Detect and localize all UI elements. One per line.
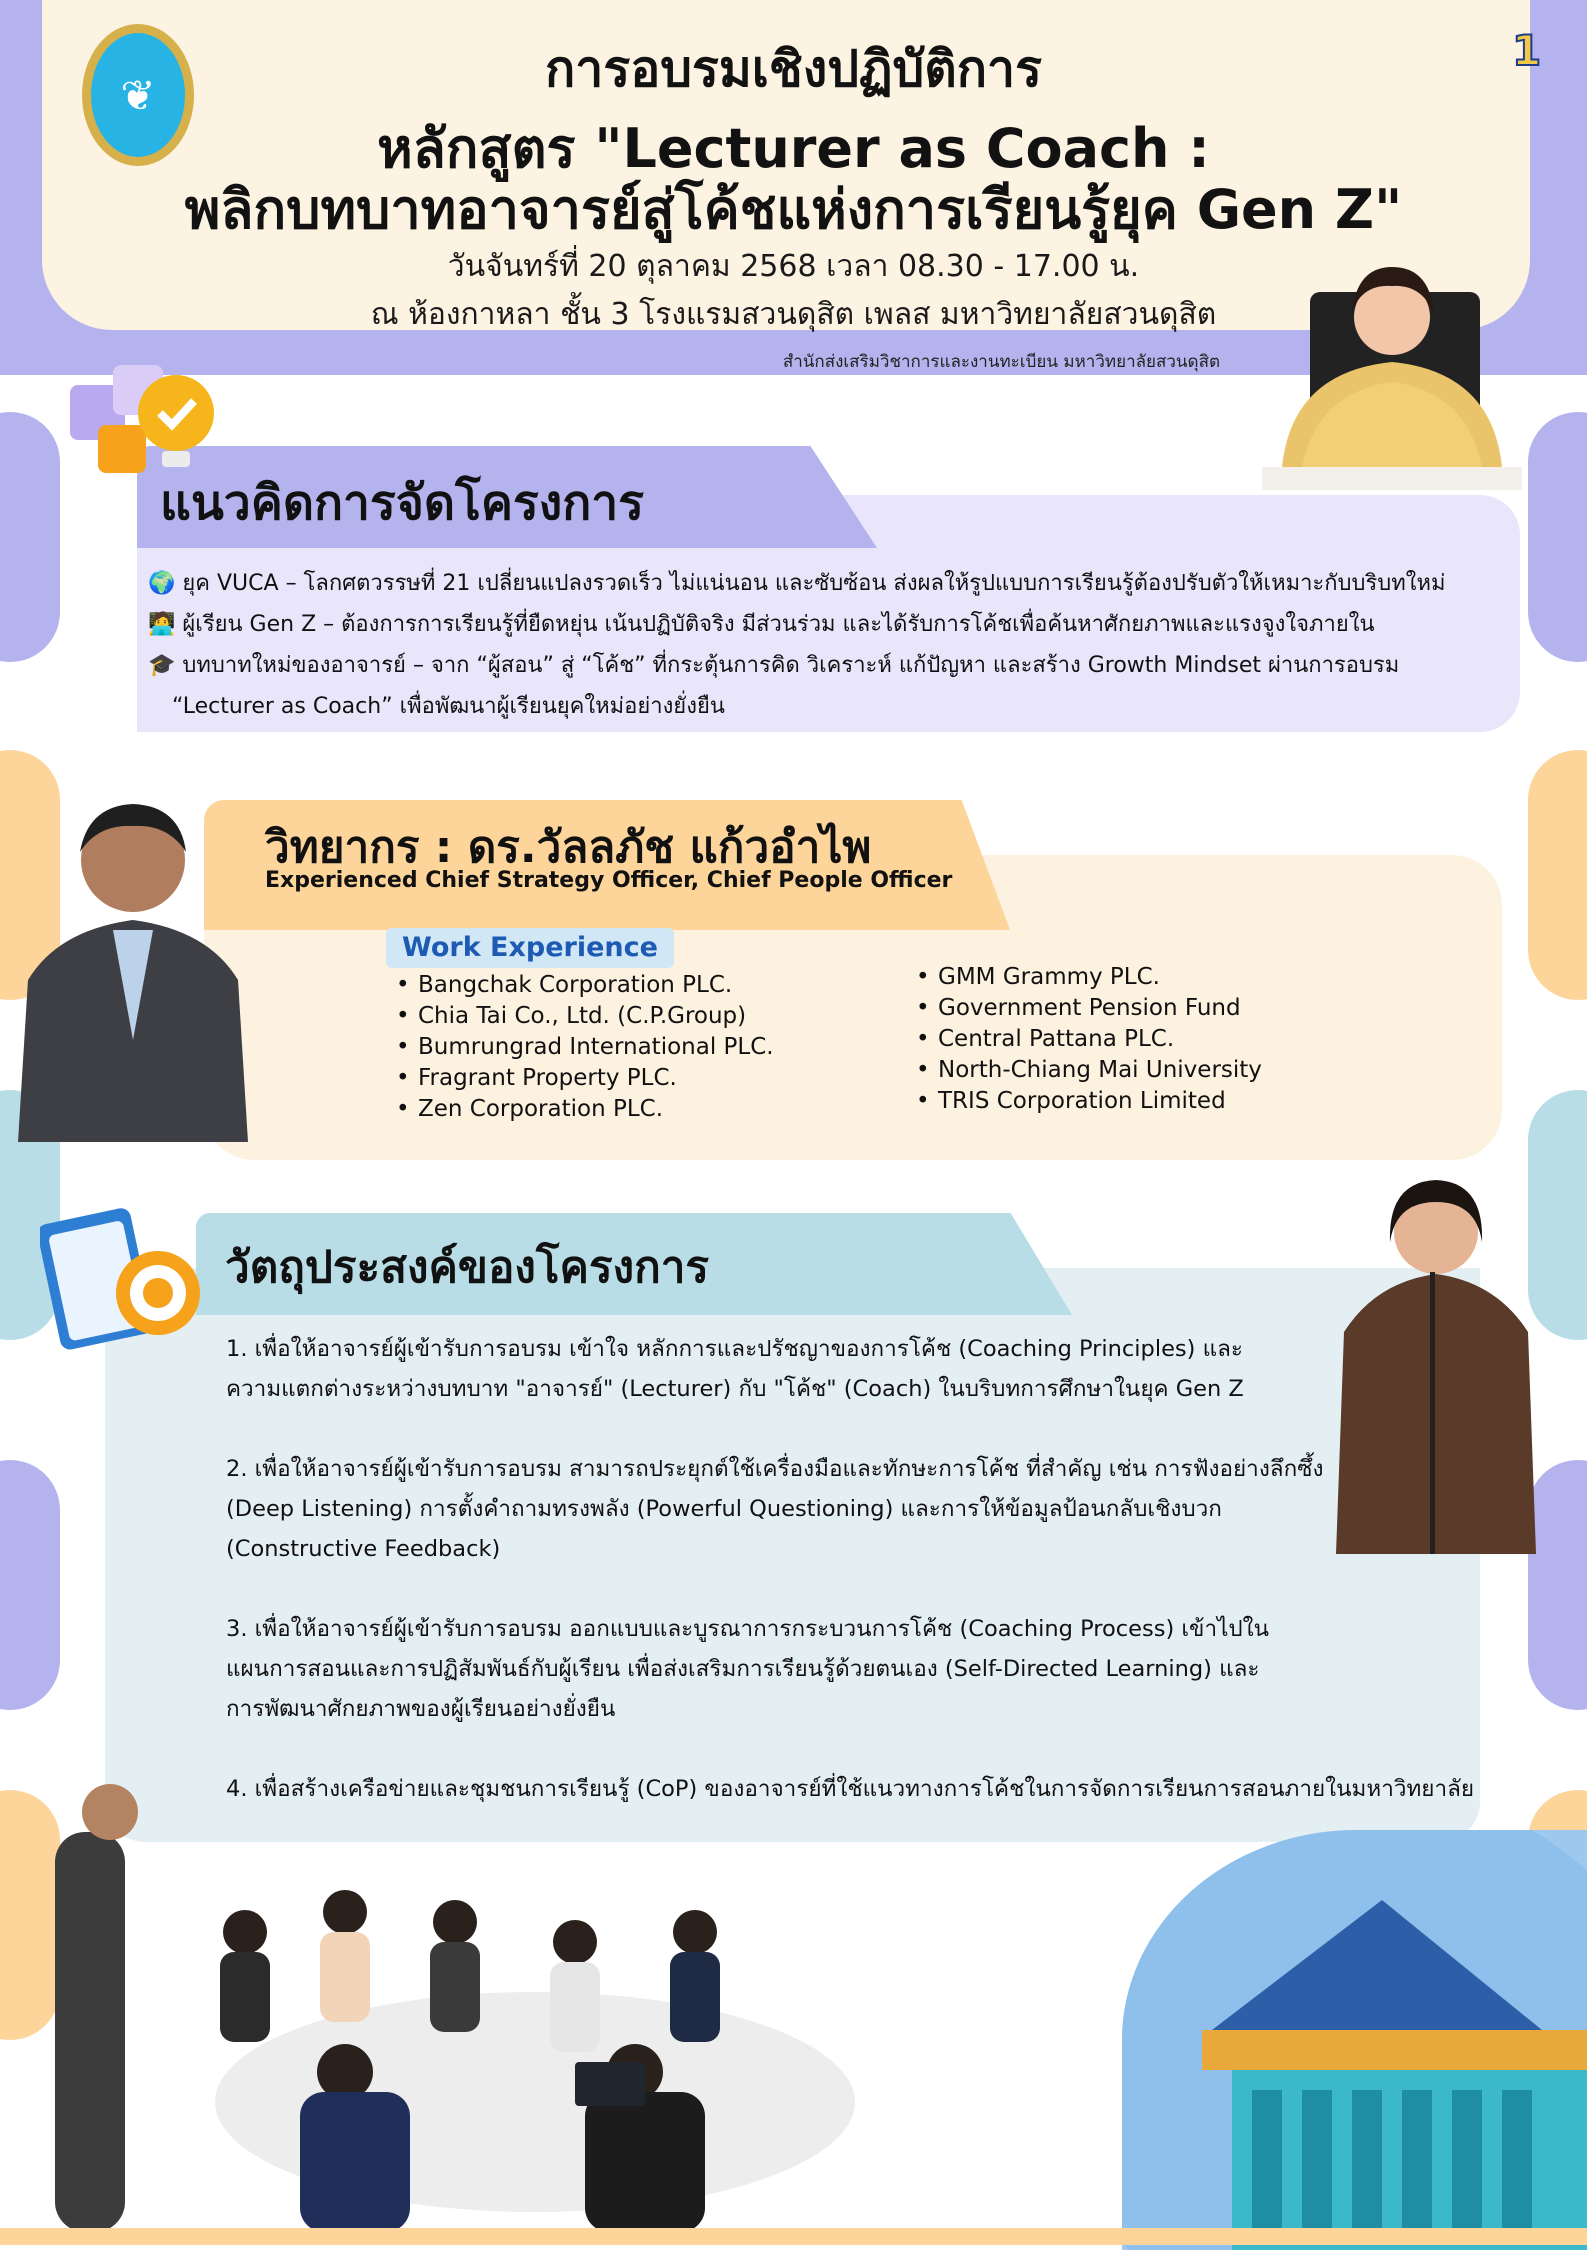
concept-item-1 [148, 565, 1446, 600]
objectives-title: วัตถุประสงค์ของโครงการ [225, 1242, 710, 1293]
decor-pill-left-1 [0, 412, 60, 662]
list-item: • Chia Tai Co., Ltd. (C.P.Group) [396, 1001, 774, 1032]
work-experience-label: Work Experience [386, 928, 674, 968]
page-number: 1 [1512, 26, 1542, 75]
experience-list-right [916, 962, 1262, 1117]
logo-emblem-icon: ❦ [91, 33, 185, 157]
list-item: • TRIS Corporation Limited [916, 1086, 1262, 1117]
objective-3-line-2: แผนการสอนและการปฏิสัมพันธ์กับผู้เรียน เพื่อส่งเสริมการเรียนรู้ด้วยตนเอง (Self-Directed Learning) และ [226, 1656, 1260, 1682]
decor-pill-right-1 [1528, 412, 1587, 662]
decor-pill-right-2 [1528, 750, 1587, 1000]
objective-1-line-1: 1. เพื่อให้อาจารย์ผู้เข้ารับการอบรม เข้าใจ หลักการและปรัชญาของการโค้ช (Coaching Principles) และ [226, 1336, 1243, 1362]
page-title-line2: หลักสูตร "Lecturer as Coach : [377, 117, 1210, 180]
list-item: • Zen Corporation PLC. [396, 1094, 774, 1125]
concept-item-text: ยุค VUCA – โลกศตวรรษที่ 21 เปลี่ยนแปลงรวดเร็ว ไม่แน่นอน และซับซ้อน ส่งผลให้รูปแบบการเรียนรู้ต้องปรับตัวให้เหมาะกับบริบทใหม่ [182, 571, 1446, 596]
host-photo [1262, 222, 1522, 490]
event-datetime: วันจันทร์ที่ 20 ตุลาคม 2568 เวลา 08.30 - 17.00 น. [447, 249, 1140, 284]
list-item: • Bangchak Corporation PLC. [396, 970, 774, 1001]
list-item: • GMM Grammy PLC. [916, 962, 1262, 993]
event-venue: ณ ห้องกาหลา ชั้น 3 โรงแรมสวนดุสิต เพลส มหาวิทยาลัยสวนดุสิต [370, 297, 1217, 332]
list-item: • Government Pension Fund [916, 993, 1262, 1024]
decor-pill-left-4 [0, 1460, 60, 1710]
globe-icon: 🌍 [148, 571, 176, 596]
workshop-group-photo [15, 1772, 955, 2232]
objective-3-line-3: การพัฒนาศักยภาพของผู้เรียนอย่างยั่งยืน [226, 1696, 616, 1722]
page-title-line1: การอบรมเชิงปฏิบัติการ [545, 40, 1042, 98]
objective-2-line-1: 2. เพื่อให้อาจารย์ผู้เข้ารับการอบรม สามารถประยุกต์ใช้เครื่องมือและทักษะการโค้ช ที่สำคัญ เช่น การฟังอย่างลึกซึ้ง [226, 1456, 1324, 1482]
objective-2-line-2: (Deep Listening) การตั้งคำถามทรงพลัง (Powerful Questioning) และการให้ข้อมูลป้อนกลับเชิงบวก [226, 1496, 1222, 1522]
puzzle-bulb-icon [58, 355, 223, 495]
speaker-subtitle: Experienced Chief Strategy Officer, Chief People Officer [265, 868, 953, 893]
concept-item-text: บทบาทใหม่ของอาจารย์ – จาก “ผู้สอน” สู่ “โค้ช” ที่กระตุ้นการคิด วิเคราะห์ แก้ปัญหา และสร้าง Growth Mindset ผ่านการอบรม [182, 653, 1400, 678]
concept-item-2 [148, 606, 1375, 641]
organizer-text: สำนักส่งเสริมวิชาการและงานทะเบียน มหาวิทยาลัยสวนดุสิต [782, 352, 1220, 372]
list-item: • Bumrungrad International PLC. [396, 1032, 774, 1063]
concept-item-text: ผู้เรียน Gen Z – ต้องการการเรียนรู้ที่ยืดหยุ่น เน้นปฏิบัติจริง มีส่วนร่วม และได้รับการโค้ชเพื่อค้นหาศักยภาพและแรงจูงใจภายใน [182, 612, 1375, 637]
list-item: • North-Chiang Mai University [916, 1055, 1262, 1086]
graduation-cap-icon: 🎓 [148, 653, 176, 678]
list-item: • Fragrant Property PLC. [396, 1063, 774, 1094]
objective-2-line-3: (Constructive Feedback) [226, 1536, 501, 1562]
concept-item-3-continuation: “Lecturer as Coach” เพื่อพัฒนาผู้เรียนยุคใหม่อย่างยั่งยืน [172, 694, 725, 719]
student-icon: 🧑‍💻 [148, 612, 176, 637]
speaker-photo [18, 780, 248, 1142]
building-photo [1122, 1830, 1587, 2250]
checklist-target-icon [40, 1205, 205, 1355]
list-item: • Central Pattana PLC. [916, 1024, 1262, 1055]
concept-title: แนวคิดการจัดโครงการ [160, 475, 644, 531]
bottom-strip [0, 2228, 1587, 2245]
speaker-title: วิทยากร : ดร.วัลลภัช แก้วอำไพ [265, 822, 872, 873]
presenter-photo [1326, 1162, 1546, 1554]
experience-list-left [396, 970, 774, 1125]
page-title-line3: พลิกบทบาทอาจารย์สู่โค้ชแห่งการเรียนรู้ยุค Gen Z" [184, 178, 1403, 241]
objective-3-line-1: 3. เพื่อให้อาจารย์ผู้เข้ารับการอบรม ออกแบบและบูรณาการกระบวนการโค้ช (Coaching Process) เข้าไปใน [226, 1616, 1270, 1642]
objective-4-line-1: 4. เพื่อสร้างเครือข่ายและชุมชนการเรียนรู้ (CoP) ของอาจารย์ที่ใช้แนวทางการโค้ชในการจัดการเรียนการสอนภายในมหาวิทยาลัย [226, 1776, 1475, 1802]
concept-item-3 [148, 647, 1399, 682]
objective-1-line-2: ความแตกต่างระหว่างบทบาท "อาจารย์" (Lecturer) กับ "โค้ช" (Coach) ในบริบทการศึกษาในยุค Gen Z [226, 1376, 1244, 1402]
